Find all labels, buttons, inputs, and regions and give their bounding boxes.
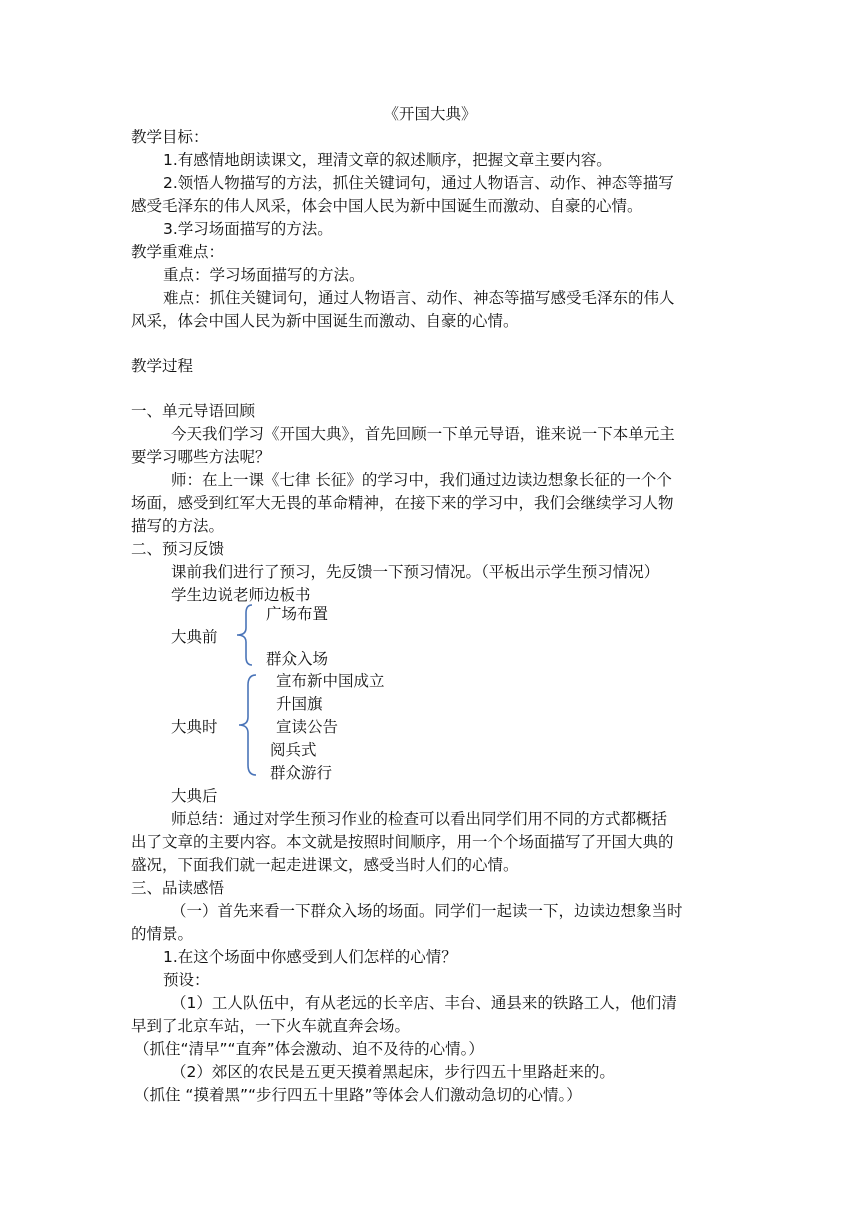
section-3-answer-1-line-1: （1）工人队伍中，有从老远的长辛店、丰台、通县来的铁路工人，他们清 [171, 994, 677, 1012]
section-3-para-1-line-2: 的情景。 [131, 925, 194, 943]
section-1-para-1-line-2: 要学习哪些方法呢？ [131, 448, 271, 466]
keypoints-heading: 教学重难点： [131, 243, 225, 261]
brace-before-icon [228, 603, 258, 667]
summary-line-1: 师总结：通过对学生预习作业的检查可以看出同学们用不同的方式都概括 [171, 810, 668, 828]
section-1-para-2-line-3: 描写的方法。 [131, 517, 225, 535]
section-1-heading: 一、单元导语回顾 [131, 402, 256, 420]
section-3-heading: 三、品读感悟 [131, 879, 225, 897]
section-3-answer-1-line-2: 早到了北京车站，一下火车就直奔会场。 [131, 1017, 411, 1035]
objectives-heading: 教学目标： [131, 128, 209, 146]
summary-line-3: 盛况，下面我们就一起走进课文，感受当时人们的心情。 [131, 856, 519, 874]
objective-3: 3.学习场面描写的方法。 [163, 220, 333, 238]
board-after-label: 大典后 [171, 787, 218, 805]
board-before-item-1: 广场布置 [266, 605, 329, 623]
section-3-question-1: 1.在这个场面中你感受到人们怎样的心情？ [163, 948, 457, 966]
objective-2-line-1: 2.领悟人物描写的方法，抓住关键词句，通过人物语言、动作、神态等描写 [163, 174, 674, 192]
section-2-heading: 二、预习反馈 [131, 540, 225, 558]
objective-2-line-2: 感受毛泽东的伟人风采，体会中国人民为新中国诞生而激动、自豪的心情。 [131, 197, 643, 215]
section-3-para-1-line-1: （一）首先来看一下群众入场的场面。同学们一起读一下，边读边想象当时 [171, 902, 683, 920]
section-3-answer-2: （2）郊区的农民是五更天摸着黑起床，步行四五十里路赶来的。 [171, 1063, 615, 1081]
section-1-para-1-line-1: 今天我们学习《开国大典》，首先回顾一下单元导语，谁来说一下本单元主 [171, 425, 675, 443]
section-2-para-1: 课前我们进行了预习，先反馈一下预习情况。（平板出示学生预习情况） [171, 563, 660, 581]
objective-1: 1.有感情地朗读课文，理清文章的叙述顺序，把握文章主要内容。 [163, 151, 612, 169]
keypoint: 重点：学习场面描写的方法。 [163, 266, 365, 284]
section-3-note-2: （抓住 “摸着黑”“步行四五十里路”等体会人们激动急切的心情。） [134, 1086, 582, 1104]
board-during-item-3: 宣读公告 [276, 718, 339, 736]
board-during-item-5: 群众游行 [270, 764, 333, 782]
summary-line-2: 出了文章的主要内容。本文就是按照时间顺序，用一个个场面描写了开国大典的 [131, 833, 674, 851]
difficulty-line-1: 难点：抓住关键词句，通过人物语言、动作、神态等描写感受毛泽东的伟人 [163, 289, 675, 307]
section-2-para-2: 学生边说老师边板书 [171, 586, 311, 604]
board-before-label: 大典前 [171, 628, 218, 646]
document-title: 《开国大典》 [383, 105, 477, 123]
board-before-item-2: 群众入场 [266, 650, 329, 668]
process-heading: 教学过程 [131, 357, 194, 375]
board-during-item-2: 升国旗 [276, 695, 323, 713]
board-during-item-4: 阅兵式 [270, 741, 317, 759]
section-3-note-1: （抓住“清早”“直奔”体会激动、迫不及待的心情。） [134, 1040, 484, 1058]
section-1-para-2-line-2: 场面，感受到红军大无畏的革命精神，在接下来的学习中，我们会继续学习人物 [131, 494, 674, 512]
section-1-para-2-line-1: 师：在上一课《七律 长征》的学习中，我们通过边读边想象长征的一个个 [171, 471, 672, 489]
board-during-label: 大典时 [171, 718, 218, 736]
board-during-item-1: 宣布新中国成立 [276, 672, 385, 690]
section-3-preset-label: 预设： [163, 971, 210, 989]
brace-during-icon [232, 673, 262, 777]
difficulty-line-2: 风采，体会中国人民为新中国诞生而激动、自豪的心情。 [131, 312, 519, 330]
